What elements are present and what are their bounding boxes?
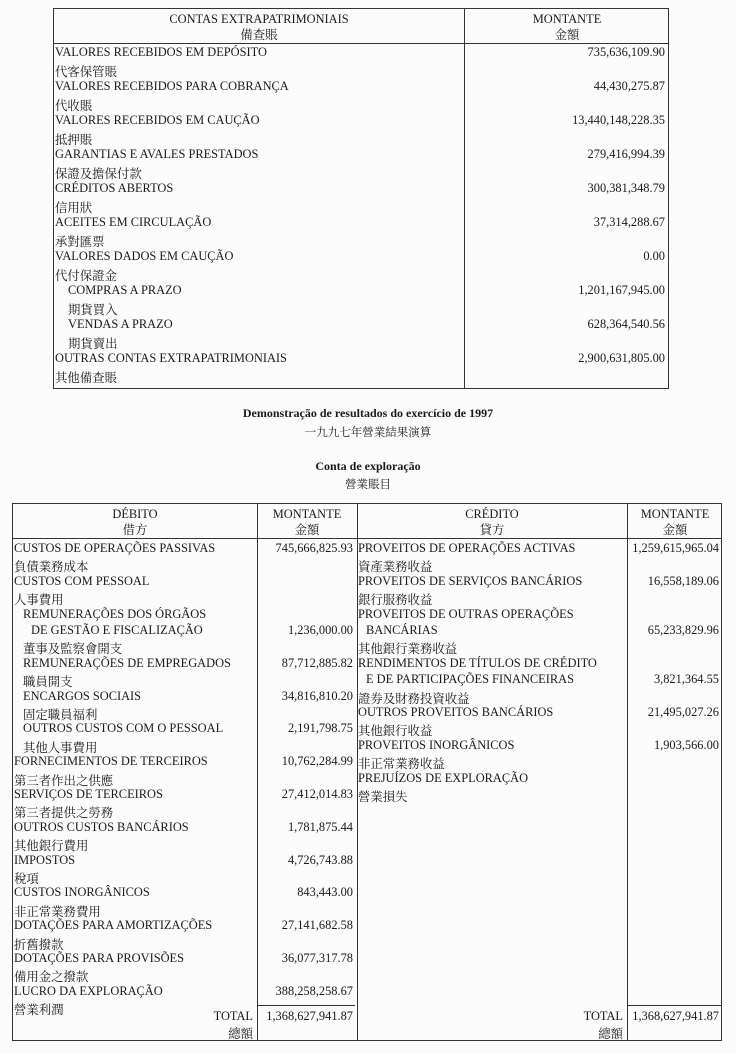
row-amount: 13,440,148,228.35 [572,113,665,127]
statement-title-zh: 一九九七年營業結果演算 [304,427,432,439]
debit-row-line: 折舊撥款 [14,937,64,952]
row-label-pt: CRÉDITOS ABERTOS [55,181,174,195]
row-label-zh: 代付保證金 [55,269,117,283]
row-label-pt: VALORES RECEBIDOS EM CAUÇÃO [55,113,260,127]
row-amount: 2,900,631,805.00 [578,351,665,365]
row-label-pt: ACEITES EM CIRCULAÇÃO [55,215,212,229]
debit-row-line: FORNECIMENTOS DE TERCEIROS [14,754,208,769]
total-label-zh: 總額 [228,1027,253,1041]
credit-row-line: RENDIMENTOS DE TÍTULOS DE CRÉDITO [358,655,597,670]
row-label-pt: VENDAS A PRAZO [68,317,173,331]
debit-row-line: REMUNERAÇÕES DOS ÓRGÃOS [23,606,207,621]
credit-row-amount: 16,558,189.06 [647,573,719,588]
debit-row-line: DOTAÇÕES PARA AMORTIZAÇÕES [14,918,213,933]
header-divider [13,538,721,539]
debit-row-line: 營業利潤 [14,1003,64,1018]
row-amount: 0.00 [643,249,665,263]
debit-header-zh: 借方 [122,523,148,537]
operating-account-table [12,503,722,1041]
credit-row-line: 銀行服務收益 [358,593,433,608]
debit-row-amount: 2,191,798.75 [287,721,353,736]
row-label-zh: 期貨賣出 [68,337,118,351]
credit-row-line: E DE PARTICIPAÇÕES FINANCEIRAS [366,672,574,687]
credit-row-line: PROVEITOS DE OPERAÇÕES ACTIVAS [358,541,576,555]
account-title: Conta de exploração [315,459,421,473]
column-divider [464,9,465,388]
credit-row-line: PROVEITOS INORGÂNICOS [358,737,515,752]
row-label-zh: 抵押賬 [55,133,93,147]
row-amount: 44,430,275.87 [593,79,665,93]
off-balance-header [54,11,464,43]
debit-row-line: 第三者作出之供應 [14,773,114,788]
debit-row-line: 其他人事費用 [23,740,98,755]
debit-total-label [214,1009,253,1042]
debit-row-amount: 745,666,825.93 [275,541,353,555]
row-label-zh: 代收賬 [55,99,93,113]
credit-row-amount: 21,495,027.26 [647,705,719,719]
debit-row-line: CUSTOS COM PESSOAL [14,573,150,588]
amount-header-pt: MONTANTE [532,12,602,26]
credit-row-line: OUTROS PROVEITOS BANCÁRIOS [358,705,554,719]
total-label-pt: TOTAL [583,1009,623,1023]
debit-row-amount: 10,762,284.99 [281,754,353,769]
debit-row-line: 稅項 [14,872,39,886]
debit-header [13,506,257,538]
debit-row-line: LUCRO DA EXPLORAÇÃO [14,983,163,998]
debit-amount-header-zh: 金額 [294,523,320,537]
debit-row-amount: 4,726,743.88 [287,852,353,867]
row-label-zh: 承對匯票 [55,235,105,249]
credit-row-line: PROVEITOS DE OUTRAS OPERAÇÕES [358,606,574,621]
credit-row-line: 證券及財務投資收益 [358,691,470,706]
row-label-pt: OUTRAS CONTAS EXTRAPATRIMONIAIS [55,351,287,365]
total-divider-credit [627,1005,721,1006]
credit-row-amount: 65,233,829.96 [647,623,719,637]
debit-row-line: 負債業務成本 [14,560,89,575]
debit-row-line: OUTROS CUSTOS COM O PESSOAL [23,721,224,736]
credit-amount-header-zh: 金額 [662,523,688,537]
credit-row-amount: 1,903,566.00 [653,737,719,752]
credit-amount-header-pt: MONTANTE [640,507,710,521]
total-divider-debit [257,1005,355,1006]
row-label-zh: 信用狀 [55,201,93,215]
row-label-zh: 其他備查賬 [55,371,117,385]
credit-row-amount: 3,821,364.55 [653,672,719,687]
amount-header [464,11,670,43]
credit-row-line: 資產業務收益 [358,560,433,575]
row-label-zh: 期貨買入 [68,303,118,317]
debit-row-amount: 27,412,014.83 [281,787,353,801]
debit-row-line: IMPOSTOS [14,852,76,867]
debit-row-amount: 27,141,682.58 [281,918,353,933]
debit-row-line: CUSTOS INORGÂNICOS [14,885,150,900]
debit-row-line: CUSTOS DE OPERAÇÕES PASSIVAS [14,541,216,555]
row-amount: 1,201,167,945.00 [578,283,665,297]
statement-title: Demonstração de resultados do exercício de 1997 [242,406,494,420]
amount-header-zh: 金額 [554,28,580,42]
debit-row-line: 備用金之撥款 [14,970,89,985]
credit-total-label [584,1009,623,1042]
debit-row-line: OUTROS CUSTOS BANCÁRIOS [14,819,189,834]
off-balance-table [53,8,669,389]
row-label-pt: VALORES RECEBIDOS EM DEPÓSITO [55,45,267,59]
credit-amount-header [627,506,723,538]
header-divider [54,43,668,44]
credit-total-amount: 1,368,627,941.87 [632,1009,719,1023]
debit-row-line: DOTAÇÕES PARA PROVISÕES [14,951,184,965]
row-label-pt: VALORES DADOS EM CAUÇÃO [55,249,234,263]
debit-row-line: REMUNERAÇÕES DE EMPREGADOS [23,655,231,670]
credit-row-line: BANCÁRIAS [366,623,438,637]
debit-amount-header-pt: MONTANTE [272,507,342,521]
credit-row-amount: 1,259,615,965.04 [632,541,719,555]
row-label-pt: VALORES RECEBIDOS PARA COBRANÇA [55,79,289,93]
debit-row-line: 職員開支 [23,675,73,690]
debit-row-amount: 843,443.00 [297,885,353,900]
total-label-pt: TOTAL [213,1009,253,1023]
header-label-pt: CONTAS EXTRAPATRIMONIAIS [169,12,349,26]
row-label-zh: 代客保管賬 [55,65,117,79]
debit-amount-header [257,506,357,538]
column-divider [257,504,258,1040]
account-title-zh: 營業賬目 [345,479,391,491]
total-label-zh: 總額 [598,1027,623,1041]
row-amount: 628,364,540.56 [587,317,665,331]
credit-row-line: PROVEITOS DE SERVIÇOS BANCÁRIOS [358,573,583,588]
debit-row-amount: 388,258,258.67 [275,983,353,998]
row-amount: 735,636,109.90 [587,45,665,59]
row-label-pt: COMPRAS A PRAZO [68,283,182,297]
column-divider [627,504,628,1040]
debit-row-line: 第三者提供之勞務 [14,806,114,821]
debit-row-line: SERVIÇOS DE TERCEIROS [14,787,163,801]
credit-header [357,506,627,538]
debit-row-line: ENCARGOS SOCIAIS [23,688,142,703]
debit-row-line: 非正常業務費用 [14,904,101,919]
debit-row-amount: 34,816,810.20 [281,688,353,703]
row-amount: 279,416,994.39 [587,147,665,161]
debit-row-amount: 36,077,317.78 [281,951,353,965]
header-label-zh: 備查賬 [240,28,278,42]
debit-row-amount: 87,712,885.82 [281,655,353,670]
credit-row-line: 其他銀行收益 [358,724,433,739]
debit-row-line: 人事費用 [14,593,64,608]
row-label-pt: GARANTIAS E AVALES PRESTADOS [55,147,259,161]
debit-row-amount: 1,236,000.00 [287,623,353,637]
debit-header-pt: DÉBITO [112,507,158,521]
debit-row-line: 固定職員福利 [23,708,98,722]
credit-row-line: PREJUÍZOS DE EXPLORAÇÃO [358,770,529,785]
debit-row-line: 董事及監察會開支 [23,642,123,657]
row-amount: 37,314,288.67 [593,215,665,229]
credit-row-line: 非正常業務收益 [358,757,445,772]
credit-row-line: 其他銀行業務收益 [358,642,458,657]
row-label-zh: 保證及擔保付款 [55,167,142,181]
debit-row-line: DE GESTÃO E FISCALIZAÇÃO [31,623,203,637]
debit-total-amount: 1,368,627,941.87 [266,1009,353,1023]
credit-row-line: 營業損失 [358,790,408,804]
credit-header-zh: 貸方 [479,523,505,537]
debit-row-line: 其他銀行費用 [14,839,89,854]
debit-row-amount: 1,781,875.44 [287,819,353,834]
row-amount: 300,381,348.79 [587,181,665,195]
credit-header-pt: CRÉDITO [465,507,519,521]
